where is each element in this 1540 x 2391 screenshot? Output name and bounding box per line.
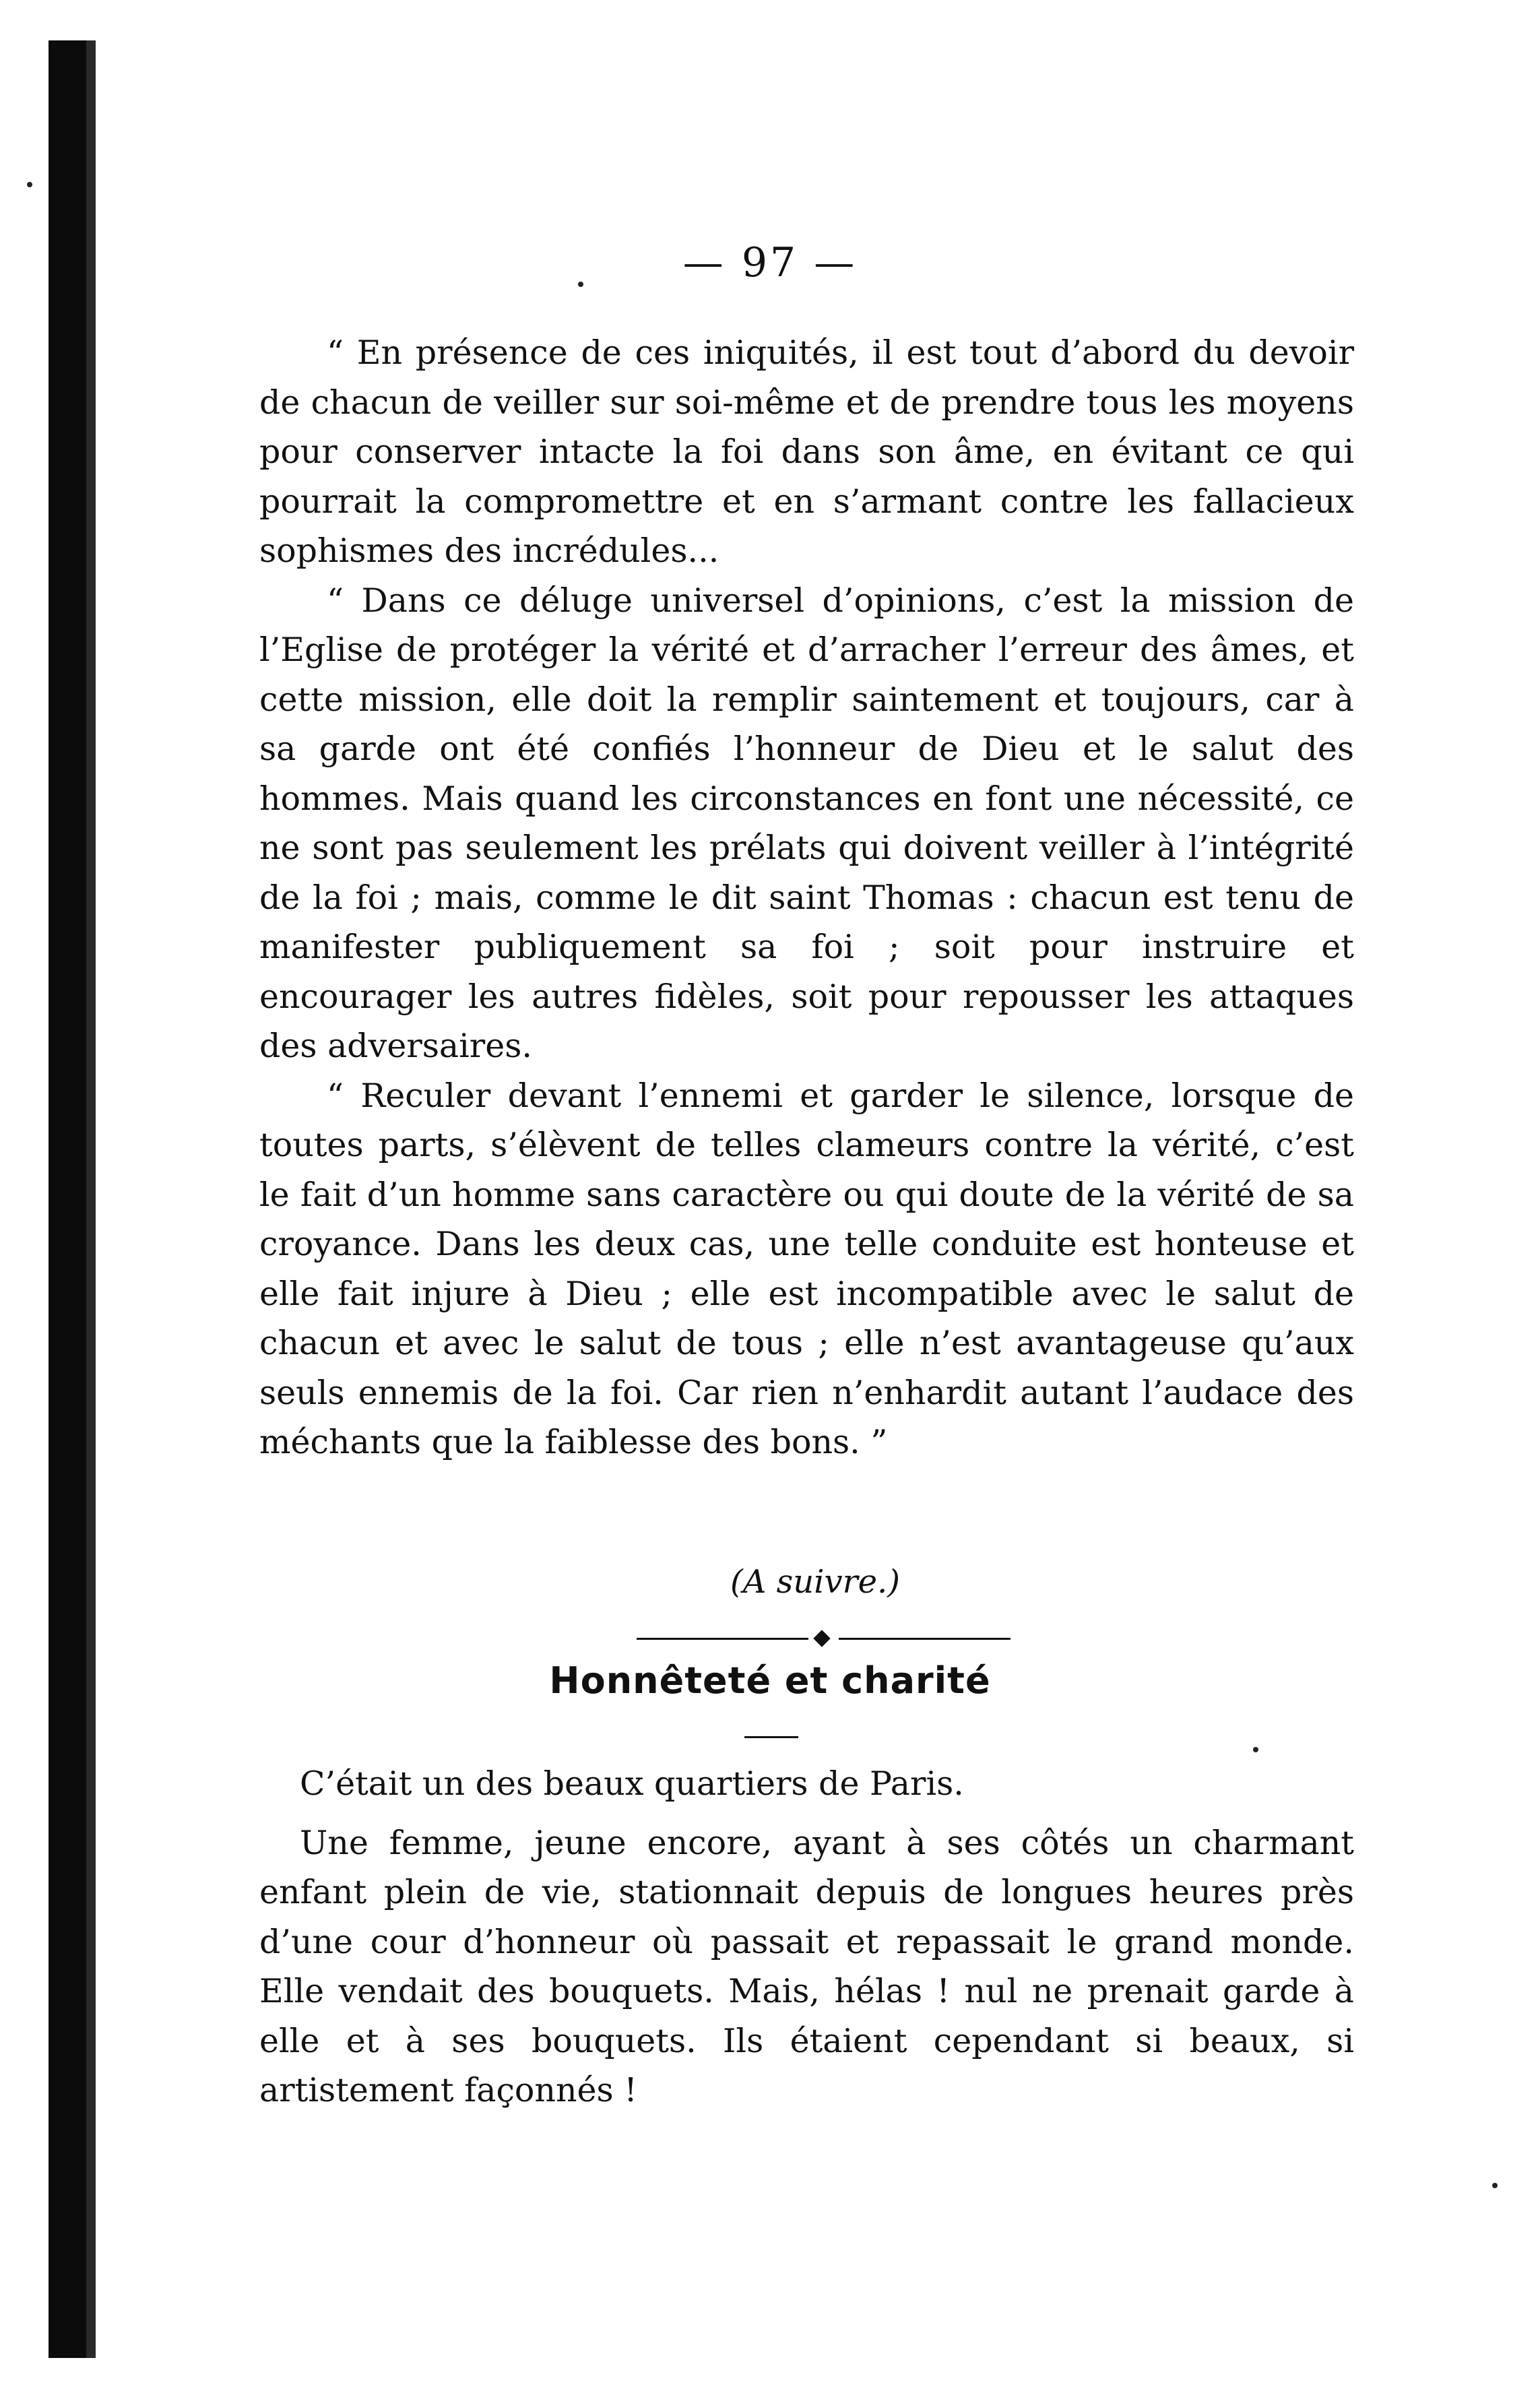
story-body [259,1759,1354,2125]
page-number: — 97 — [682,239,858,286]
paragraph: “ En présence de ces iniquités, il est tout d’abord du devoir de chacun de veiller sur soi-même et de prendre tous les moyens pour conserver intacte la foi dans son âme, en évitant ce qui pourrait la compromettre et en s’armant contre les fallacieux sophismes des incrédules... [259,333,1354,570]
continuation-note: (A suivre.) [730,1563,900,1601]
title-rule [744,1736,798,1738]
divider-line [637,1638,808,1640]
paragraph: C’était un des beaux quartiers de Paris. [300,1764,964,1803]
print-speck [27,182,32,187]
section-title: Honnêteté et charité [549,1659,991,1702]
paragraph: “ Reculer devant l’ennemi et garder le silence, lorsque de toutes parts, s’élèvent de telles clameurs contre la vérité, c’est le fait d’un homme sans caractère ou qui doute de la vérité de sa croyance. Dans les deux cas, une telle conduite est honteuse et elle fait injure à Dieu ; elle est incompatible avec le salut de chacun et avec le salut de tous ; elle n’est avantageuse qu’aux seuls ennemis de la foi. Car rien n’enhardit autant l’audace des méchants que la faiblesse des bons. ” [259,1076,1354,1461]
print-speck [1253,1747,1258,1752]
section-divider [637,1629,1010,1649]
article-body [259,328,1354,1467]
divider-line [839,1638,1010,1640]
book-gutter [86,40,96,2358]
divider-ornament-icon [813,1630,830,1647]
print-speck [1492,2183,1498,2188]
paragraph: Une femme, jeune encore, ayant à ses côtés un charmant enfant plein de vie, stationnait depuis de longues heures près d’une cour d’honneur où passait et repassait le grand monde. Elle vendait des bouquets. Mais, hélas ! nul ne prenait garde à elle et à ses bouquets. Ils étaient cependant si beaux, si artistement façonnés ! [259,1823,1354,2109]
paragraph: “ Dans ce déluge universel d’opinions, c’est la mission de l’Eglise de protéger la vérité et d’arracher l’erreur des âmes, et cette mission, elle doit la remplir saintement et toujours, car à sa garde ont été confiés l’honneur de Dieu et le salut des hommes. Mais quand les circonstances en font une nécessité, ce ne sont pas seulement les prélats qui doivent veiller à l’intégrité de la foi ; mais, comme le dit saint Thomas : chacun est tenu de manifester publiquement sa foi ; soit pour instruire et encourager les autres fidèles, soit pour repousser les attaques des adversaires. [259,581,1354,1065]
